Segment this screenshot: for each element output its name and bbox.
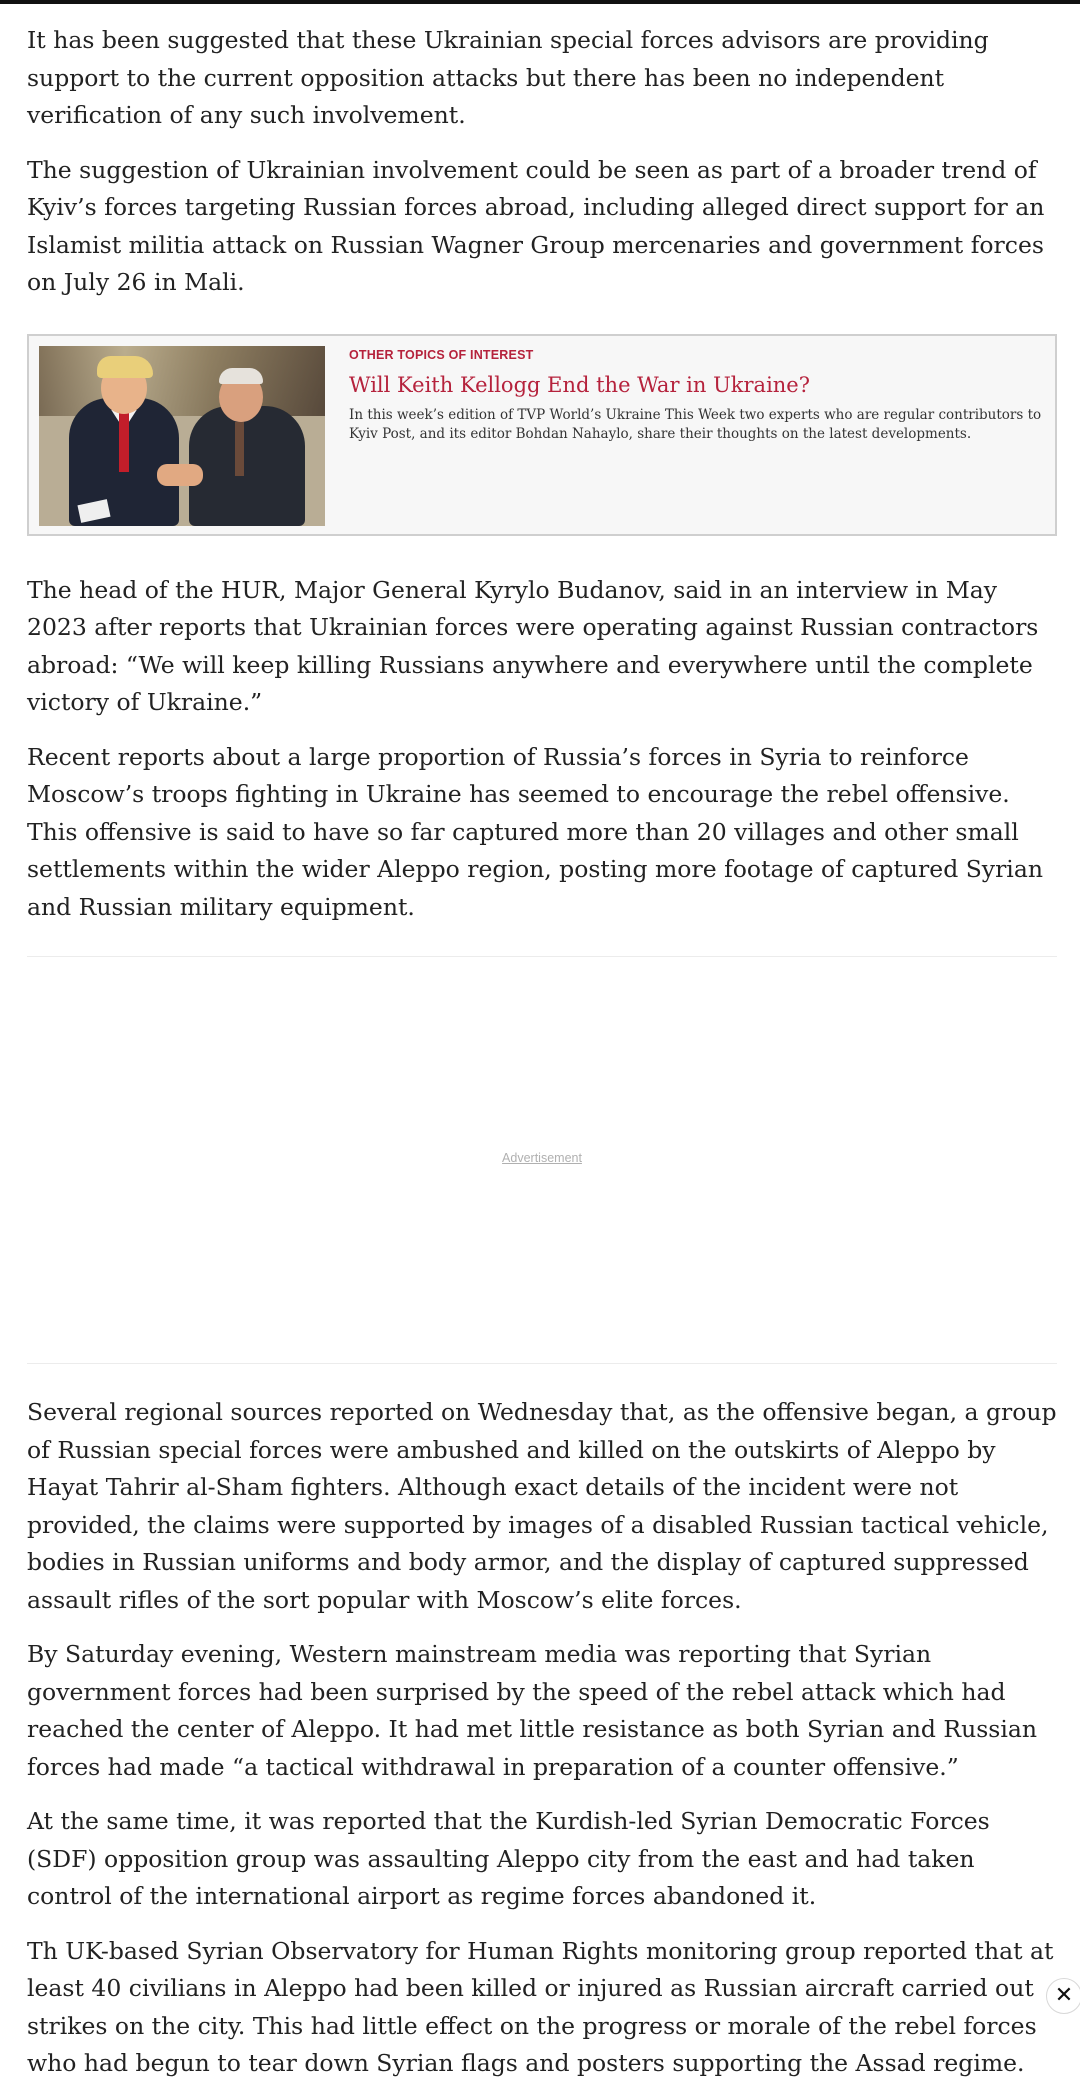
article-paragraph: It has been suggested that these Ukrainian special forces advisors are providing support to the current opposition attacks but there has been no independent verification of any such involvement. (27, 26, 989, 129)
related-kicker: OTHER TOPICS OF INTEREST (349, 347, 534, 362)
article-body (27, 22, 1057, 2100)
related-article-description: In this week’s edition of TVP World’s Ukraine This Week two experts who are regular contributors to Kyiv Post, and its editor Bohdan Nahaylo, share their thoughts on the latest developments. (349, 406, 1042, 442)
close-icon[interactable]: ✕ (1046, 1978, 1080, 2014)
advertisement-label[interactable]: Advertisement (502, 1151, 582, 1165)
article-paragraph: Th UK-based Syrian Observatory for Human Rights monitoring group reported that at least 40 civilians in Aleppo had been killed or injured as Russian aircraft carried out strikes on the city. This had little effect on the progress or morale of the rebel forces who had begun to tear down Syrian flags and posters supporting the Assad regime. (27, 1936, 1054, 2077)
article-paragraph: Several regional sources reported on Wednesday that, as the offensive began, a group of Russian special forces were ambushed and killed on the outskirts of Aleppo by Hayat Tahrir al-Sham fighters. Although exact details of the incident were not provided, the claims were supported by images of a disabled Russian tactical vehicle, bodies in Russian uniforms and body armor, and the display of captured suppressed assault rifles of the sort popular with Moscow’s elite forces. (27, 1398, 1057, 1614)
article-paragraph: Recent reports about a large proportion of Russia’s forces in Syria to reinforce Moscow’s troops fighting in Ukraine has seemed to encourage the rebel offensive. This offensive is said to have so far captured more than 20 villages and other small settlements within the wider Aleppo region, posting more footage of captured Syrian and Russian military equipment. (27, 742, 1043, 921)
related-article-thumbnail[interactable] (39, 346, 325, 526)
article-paragraph: The head of the HUR, Major General Kyrylo Budanov, said in an interview in May 2023 after reports that Ukrainian forces were operating against Russian contractors abroad: “We will keep killing Russians anywhere and everywhere until the complete victory of Ukraine.” (27, 575, 1039, 716)
article-paragraph: By Saturday evening, Western mainstream media was reporting that Syrian government forces had been surprised by the speed of the rebel attack which had reached the center of Aleppo. It had met little resistance as both Syrian and Russian forces had made “a tactical withdrawal in preparation of a counter offensive.” (27, 1640, 1038, 1781)
top-bar (0, 0, 1080, 4)
article-paragraph: At the same time, it was reported that the Kurdish-led Syrian Democratic Forces (SDF) opposition group was assaulting Aleppo city from the east and had taken control of the international airport as regime forces abandoned it. (27, 1807, 990, 1910)
related-article-title-link[interactable]: Will Keith Kellogg End the War in Ukraine? (349, 372, 810, 397)
article-paragraph: The suggestion of Ukrainian involvement could be seen as part of a broader trend of Kyiv’s forces targeting Russian forces abroad, including alleged direct support for an Islamist militia attack on Russian Wagner Group mercenaries and government forces on July 26 in Mali. (27, 155, 1045, 296)
related-article-card[interactable] (27, 334, 1057, 536)
related-article-text (325, 346, 1045, 524)
advertisement-slot[interactable] (27, 956, 1057, 1364)
